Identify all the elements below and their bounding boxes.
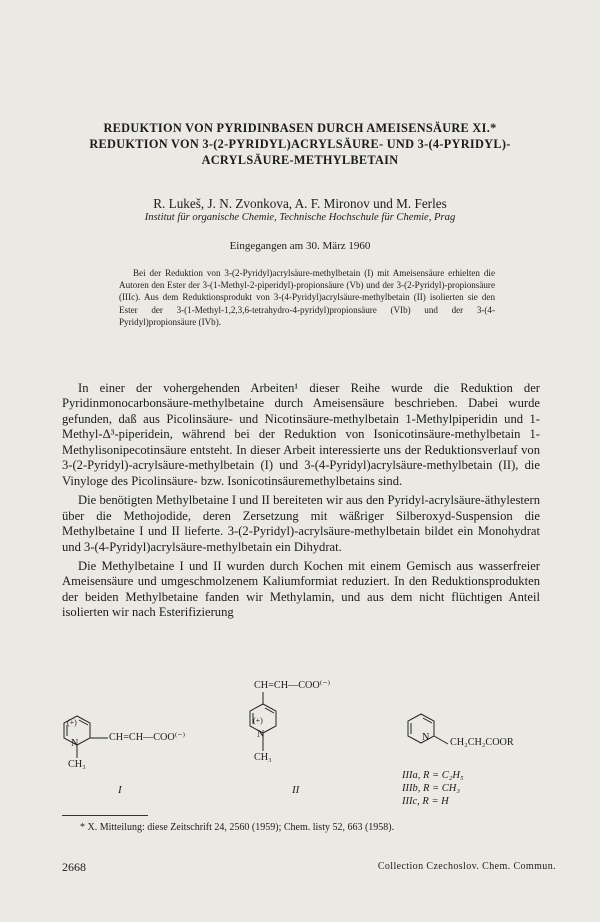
- title-line-1: REDUKTION VON PYRIDINBASEN DURCH AMEISENSÄURE XI.*: [103, 121, 497, 135]
- plus-charge-II: (+): [253, 716, 263, 725]
- footnote: * X. Mitteilung: diese Zeitschrift 24, 2560 (1959); Chem. listy 52, 663 (1958).: [80, 822, 395, 833]
- paragraph-3: Die Methylbetaine I und II wurden durch Kochen mit einem Gemisch aus wasserfreier Ameisensäure und umgeschmolzenem Kaliumformiat reduziert. In den Reduktionsprodukten der beiden Methylbetaine fanden wir Methylamin, und aus dem nicht flüchtigen Anteil isolierten wir nach Esterifizierung: [62, 558, 540, 620]
- authors: R. Lukeš, J. N. Zvonkova, A. F. Mironov und M. Ferles: [153, 196, 447, 211]
- abstract: [119, 267, 495, 328]
- reaction-scheme: [50, 676, 560, 812]
- received-date: Eingegangen am 30. März 1960: [229, 240, 371, 252]
- side-chain-I: CH=CH—COO⁽⁻⁾: [109, 732, 186, 743]
- nitrogen-II: N: [257, 729, 265, 740]
- methyl-I: CH₃: [68, 759, 86, 770]
- title-line-3: ACRYLSÄURE-METHYLBETAIN: [201, 153, 399, 167]
- label-II: II: [292, 784, 300, 796]
- paragraph-1: In einer der vohergehenden Arbeiten¹ dieser Reihe wurde die Reduktion der Pyridinmonocarbonsäure-methylbetaine durch Ameisensäure beschrieben. Dabei wurde gefunden, daß aus Picolinsäure- und Nicotinsäure-methylbetain 1-Methylpiperidin und 1-Methyl-Δ³-piperidein, während bei der Reduktion von Isonicotinsäure-methylbetain 1-Methylisonipecotinsäure entsteht. In dieser Arbeit interessierte uns der Reduktionsverlauf von 3-(2-Pyridyl)-acrylsäure-methylbetain (I) und 3-(4-Pyridyl)acrylsäure-methylbetain (II), die Vinyloge des Picolinsäure- bzw. Isonicotinsäuremethylbetains sind.: [62, 381, 540, 488]
- compound-IIIb: IIIb, R = CH₃: [402, 783, 460, 794]
- abstract-text: Bei der Reduktion von 3-(2-Pyridyl)acrylsäure-methylbetain (I) mit Ameisensäure erhielten die Autoren den Ester der 3-(1-Methyl-2-piperidyl)-propionsäure (Vb) und der 3-(2-Pyridyl)-propionsäure (IIIc). Aus dem Reduktionsprodukt von 3-(4-Pyridyl)acrylsäure-methylbetain (II) isolierten sie den Ester der 3-(1-Methyl-1,2,3,6-tetrahydro-4-pyridyl)propionsäure (VIb) und der 3-(4-Pyridyl)propionsäure (IVb).: [119, 268, 495, 327]
- side-chain-III: CH₂CH₂COOR: [450, 737, 514, 748]
- compound-IIIa: IIIa, R = C₂H₅: [402, 770, 464, 781]
- title-line-2: REDUKTION VON 3-(2-PYRIDYL)ACRYLSÄURE- UND 3-(4-PYRIDYL)-: [89, 137, 511, 151]
- nitrogen-I: N: [71, 738, 79, 749]
- article-title: [40, 120, 560, 168]
- compound-IIIc: IIIc, R = H: [402, 796, 449, 807]
- nitrogen-III: N: [422, 732, 430, 743]
- institute: Institut für organische Chemie, Technische Hochschule für Chemie, Prag: [144, 212, 456, 223]
- paragraph-2: Die benötigten Methylbetaine I und II bereiteten wir aus den Pyridyl-acrylsäure-äthylestern über die Methojodide, deren Zersetzung mit wäßriger Silberoxyd-Suspension die Methylbetaine I und II lieferte. 3-(2-Pyridyl)-acrylsäure-methylbetain bildet ein Monohydrat und 3-(4-Pyridyl)acrylsäure-methylbetain ein Dihydrat.: [62, 493, 540, 554]
- page-number: 2668: [62, 860, 86, 874]
- pyridine-ring-III: [408, 714, 434, 743]
- article-body: [62, 381, 540, 625]
- plus-charge-I: (+): [67, 718, 77, 727]
- footnote-rule: [62, 815, 148, 816]
- side-chain-II: CH=CH—COO⁽⁻⁾: [254, 680, 331, 691]
- methyl-II: CH₃: [254, 752, 272, 763]
- label-I: I: [118, 784, 122, 796]
- journal-name: Collection Czechoslov. Chem. Commun.: [377, 861, 556, 872]
